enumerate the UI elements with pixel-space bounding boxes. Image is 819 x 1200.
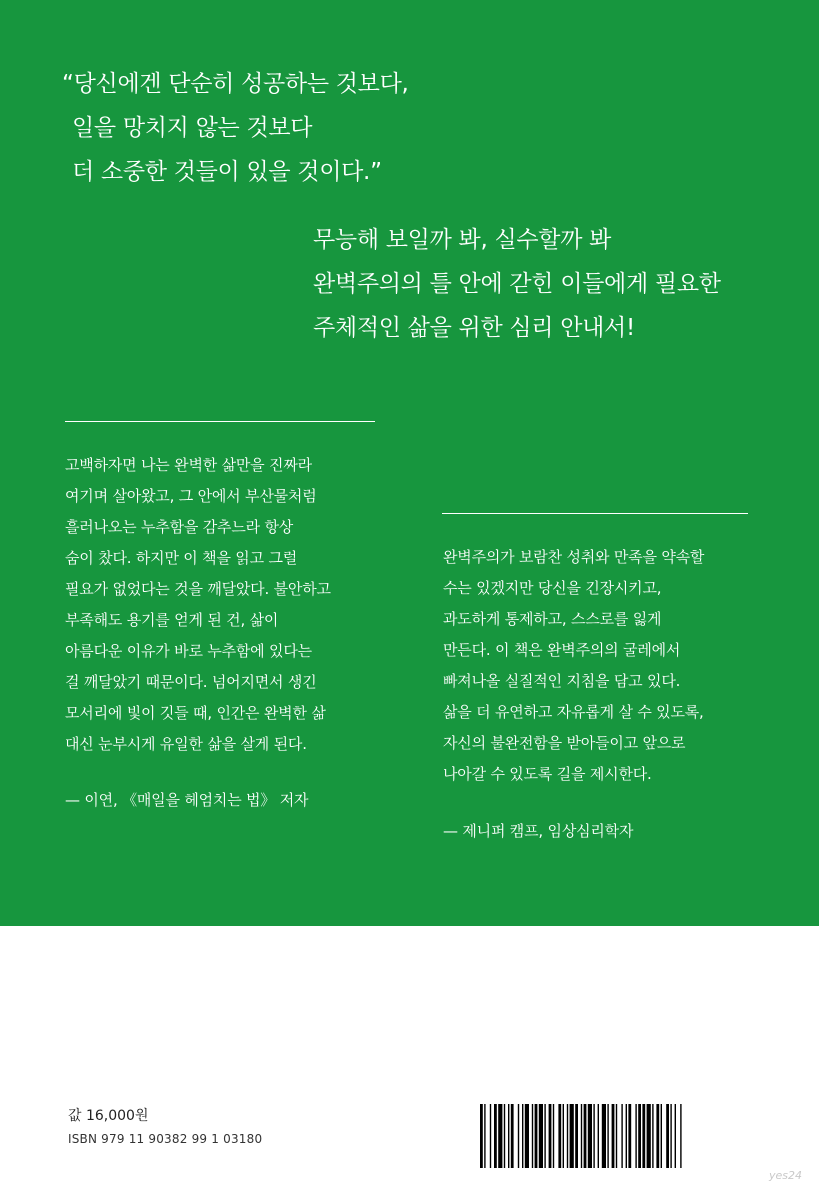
review-line: 걸 깨달았기 때문이다. 넘어지면서 생긴 — [65, 673, 317, 691]
quote-line: 일을 망치지 않는 것보다 — [72, 115, 313, 141]
review-line: 빠져나올 실질적인 지침을 담고 있다. — [443, 672, 681, 690]
review-line: 대신 눈부시게 유일한 삶을 살게 된다. — [65, 735, 307, 753]
barcode-bar — [628, 1104, 631, 1168]
review-line: 부족해도 용기를 얻게 된 건, 삶이 — [65, 611, 279, 629]
barcode-bar — [544, 1104, 545, 1168]
headline-quote — [62, 62, 462, 194]
review-line: 삶을 더 유연하고 자유롭게 살 수 있도록, — [443, 703, 704, 721]
barcode-bar — [563, 1104, 564, 1168]
barcode-bar — [480, 1104, 483, 1168]
review-line: 모서리에 빛이 깃들 때, 인간은 완벽한 삶 — [65, 704, 326, 722]
review-line: 흘러나오는 누추함을 감추느라 항상 — [65, 518, 294, 536]
barcode-bar — [535, 1104, 538, 1168]
barcode-bar — [647, 1104, 651, 1168]
review-line: 나아갈 수 있도록 길을 제시한다. — [443, 765, 652, 783]
barcode-bar — [602, 1104, 606, 1168]
review-left-attribution: — 이연, 《매일을 헤엄치는 법》 저자 — [65, 791, 309, 809]
barcode-bar — [539, 1104, 543, 1168]
barcode-bar — [598, 1104, 599, 1168]
barcode-bar — [484, 1104, 485, 1168]
isbn-label: ISBN 979 11 90382 99 1 03180 — [68, 1132, 263, 1146]
barcode-bar — [621, 1104, 622, 1168]
divider-left — [65, 421, 375, 422]
barcode-bar — [656, 1104, 659, 1168]
barcode-bar — [612, 1104, 615, 1168]
review-line: 필요가 없었다는 것을 깨달았다. 불안하고 — [65, 580, 331, 598]
price-label: 값 16,000원 — [68, 1108, 149, 1124]
barcode-bar — [675, 1104, 676, 1168]
barcode-bar — [666, 1104, 669, 1168]
review-line: 숨이 찼다. 하지만 이 책을 읽고 그럴 — [65, 549, 298, 567]
barcode-bar — [511, 1104, 514, 1168]
barcode-bar — [588, 1104, 592, 1168]
barcode-bar — [635, 1104, 636, 1168]
barcode-bar — [652, 1104, 653, 1168]
barcode-bar — [593, 1104, 594, 1168]
barcode-bar — [570, 1104, 574, 1168]
tagline — [313, 218, 783, 350]
barcode-bar — [661, 1104, 662, 1168]
barcode-bar — [680, 1104, 681, 1168]
barcode-bar — [616, 1104, 617, 1168]
barcode-bar — [518, 1104, 519, 1168]
barcode-bar — [670, 1104, 671, 1168]
barcode-bar — [504, 1104, 505, 1168]
review-right-attribution: — 제니퍼 캠프, 임상심리학자 — [443, 822, 634, 840]
review-line: 과도하게 통제하고, 스스로를 잃게 — [443, 610, 662, 628]
barcode-bar — [642, 1104, 645, 1168]
barcode-bar — [626, 1104, 627, 1168]
barcode-bar — [508, 1104, 509, 1168]
barcode-bar — [567, 1104, 568, 1168]
barcode-bar — [490, 1104, 491, 1168]
barcode-bar — [638, 1104, 641, 1168]
tagline-line: 완벽주의의 틀 안에 갇힌 이들에게 필요한 — [313, 271, 721, 297]
barcode-bar — [549, 1104, 552, 1168]
review-line: 아름다운 이유가 바로 누추함에 있다는 — [65, 642, 312, 660]
store-watermark: yes24 — [769, 1169, 803, 1182]
barcode-bar — [525, 1104, 529, 1168]
barcode-bar — [584, 1104, 587, 1168]
review-line: 수는 있겠지만 당신을 긴장시키고, — [443, 579, 662, 597]
review-left — [65, 450, 405, 760]
review-line: 완벽주의가 보람찬 성취와 만족을 약속할 — [443, 548, 705, 566]
barcode-bar — [581, 1104, 582, 1168]
quote-line: “당신에겐 단순히 성공하는 것보다, — [62, 71, 409, 97]
quote-line: 더 소중한 것들이 있을 것이다.” — [72, 159, 382, 185]
barcode-bar — [522, 1104, 523, 1168]
barcode-bar — [607, 1104, 608, 1168]
review-line: 여기며 살아왔고, 그 안에서 부산물처럼 — [65, 487, 317, 505]
barcode-bar — [498, 1104, 502, 1168]
review-line: 자신의 불완전함을 받아들이고 앞으로 — [443, 734, 686, 752]
review-line: 만든다. 이 책은 완벽주의의 굴레에서 — [443, 641, 681, 659]
barcode-bar — [532, 1104, 533, 1168]
tagline-line: 주체적인 삶을 위한 심리 안내서! — [313, 315, 635, 341]
divider-right — [442, 513, 748, 514]
barcode-bar — [558, 1104, 561, 1168]
tagline-line: 무능해 보일까 봐, 실수할까 봐 — [313, 227, 612, 253]
review-right — [443, 542, 788, 790]
barcode-bar — [494, 1104, 497, 1168]
review-line: 고백하자면 나는 완벽한 삶만을 진짜라 — [65, 456, 312, 474]
barcode-bar — [553, 1104, 554, 1168]
barcode-icon — [478, 1104, 761, 1168]
barcode-bar — [575, 1104, 578, 1168]
